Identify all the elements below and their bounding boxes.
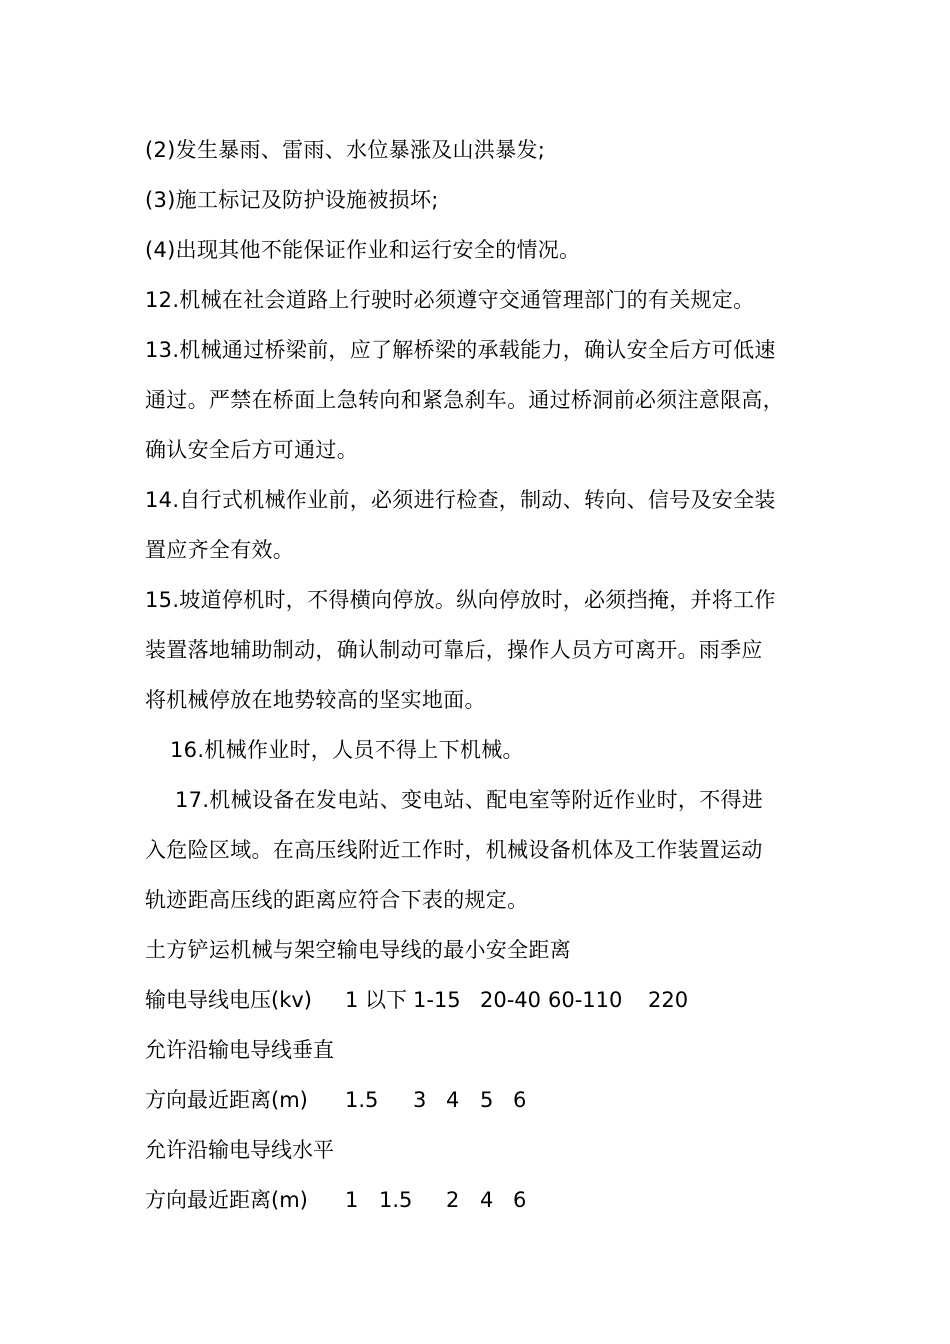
table-horizontal-value: 4 bbox=[480, 1188, 494, 1212]
paragraph-14-line-2: 置应齐全有效。 bbox=[145, 538, 295, 562]
paragraph-14-line-1: 14.自行式机械作业前，必须进行检查，制动、转向、信号及安全装 bbox=[145, 488, 776, 512]
table-horizontal-value: 2 bbox=[446, 1188, 460, 1212]
table-horizontal-label-2: 方向最近距离(m) bbox=[145, 1188, 308, 1212]
table-header-value: 220 bbox=[648, 988, 689, 1012]
paragraph-17-line-1: 17.机械设备在发电站、变电站、配电室等附近作业时，不得进 bbox=[175, 788, 764, 812]
list-item-3: (3)施工标记及防护设施被损坏; bbox=[145, 188, 439, 212]
table-vertical-value: 6 bbox=[513, 1088, 527, 1112]
table-vertical-value: 3 bbox=[413, 1088, 427, 1112]
paragraph-13-line-2: 通过。严禁在桥面上急转向和紧急刹车。通过桥洞前必须注意限高， bbox=[145, 388, 784, 412]
paragraph-17-line-2: 入危险区域。在高压线附近工作时，机械设备机体及工作装置运动 bbox=[145, 838, 763, 862]
paragraph-16: 16.机械作业时，人员不得上下机械。 bbox=[170, 738, 524, 762]
table-horizontal-label-1: 允许沿输电导线水平 bbox=[145, 1138, 334, 1162]
list-item-2: (2)发生暴雨、雷雨、水位暴涨及山洪暴发; bbox=[145, 138, 546, 162]
paragraph-15-line-1: 15.坡道停机时，不得横向停放。纵向停放时，必须挡掩，并将工作 bbox=[145, 588, 776, 612]
table-horizontal-value: 1 bbox=[345, 1188, 359, 1212]
paragraph-12: 12.机械在社会道路上行驶时必须遵守交通管理部门的有关规定。 bbox=[145, 288, 755, 312]
table-horizontal-value: 1.5 bbox=[379, 1188, 413, 1212]
table-vertical-value: 5 bbox=[480, 1088, 494, 1112]
table-header-value: 20-40 bbox=[480, 988, 542, 1012]
table-header-value: 1 以下 bbox=[345, 988, 408, 1012]
paragraph-15-line-3: 将机械停放在地势较高的坚实地面。 bbox=[145, 688, 486, 712]
table-vertical-label-1: 允许沿输电导线垂直 bbox=[145, 1038, 334, 1062]
table-vertical-value: 1.5 bbox=[345, 1088, 379, 1112]
paragraph-13-line-1: 13.机械通过桥梁前，应了解桥梁的承载能力，确认安全后方可低速 bbox=[145, 338, 776, 362]
list-item-4: (4)出现其他不能保证作业和运行安全的情况。 bbox=[145, 238, 581, 262]
table-horizontal-value: 6 bbox=[513, 1188, 527, 1212]
table-title: 土方铲运机械与架空输电导线的最小安全距离 bbox=[145, 938, 571, 962]
paragraph-15-line-2: 装置落地辅助制动，确认制动可靠后，操作人员方可离开。雨季应 bbox=[145, 638, 763, 662]
table-header-value: 60-110 bbox=[548, 988, 623, 1012]
table-vertical-label-2: 方向最近距离(m) bbox=[145, 1088, 308, 1112]
paragraph-17-line-3: 轨迹距高压线的距离应符合下表的规定。 bbox=[145, 888, 529, 912]
table-vertical-value: 4 bbox=[446, 1088, 460, 1112]
table-header-value: 1-15 bbox=[413, 988, 461, 1012]
table-header-label: 输电导线电压(kv) bbox=[145, 988, 312, 1012]
paragraph-13-line-3: 确认安全后方可通过。 bbox=[145, 438, 358, 462]
